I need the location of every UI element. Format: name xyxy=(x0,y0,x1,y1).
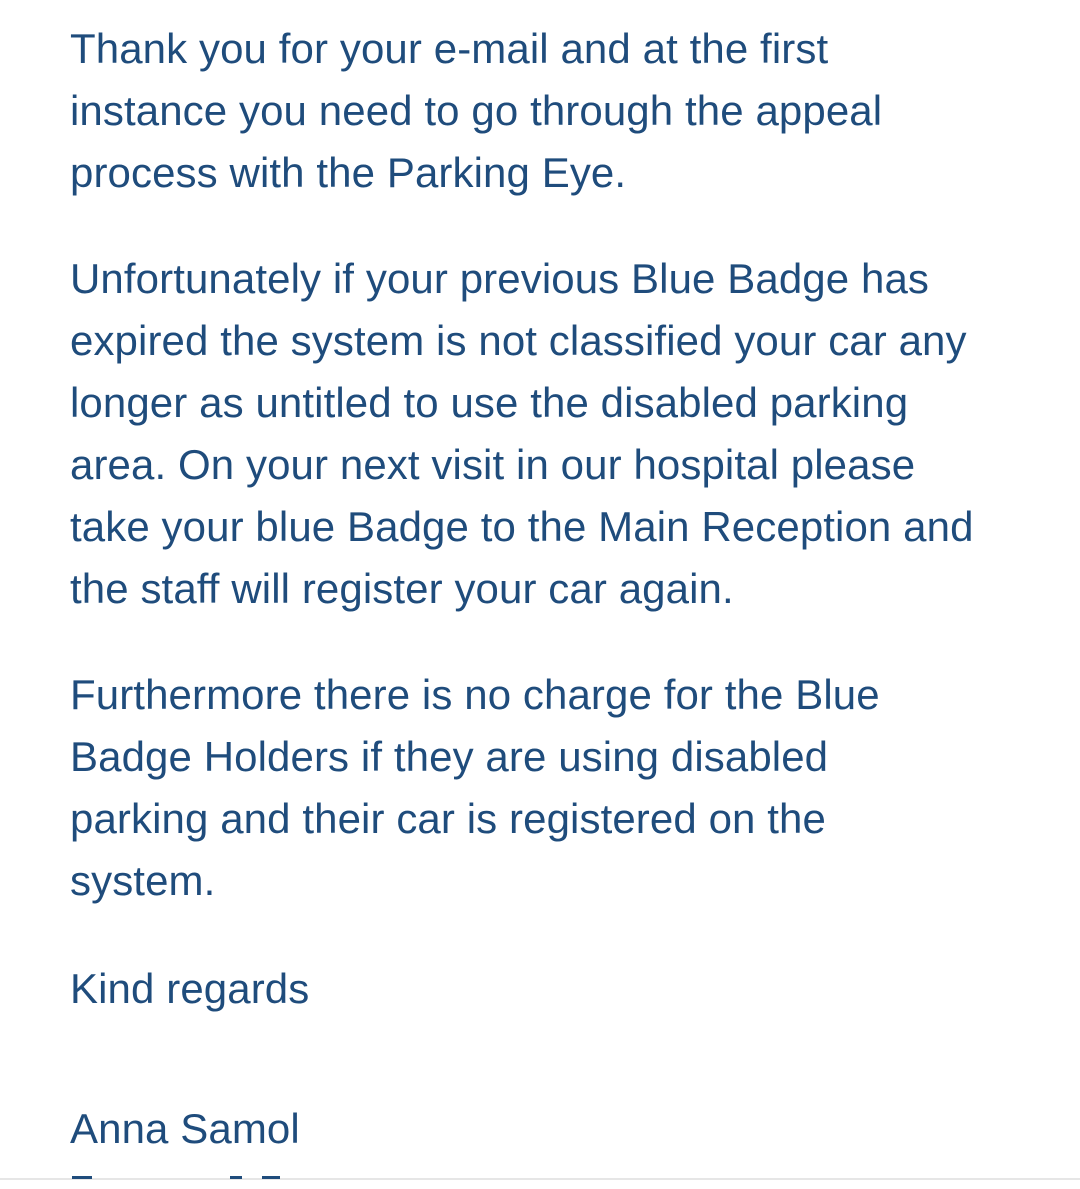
clipped-text-fragment xyxy=(72,1176,92,1179)
email-paragraph: Furthermore there is no charge for the Blue Badge Holders if they are using disabled parking and their car is registered on the system. xyxy=(70,671,880,904)
clipped-text-fragment xyxy=(262,1176,280,1179)
screenshot-bottom-divider xyxy=(0,1178,1080,1180)
clipped-text-fragment xyxy=(230,1176,242,1179)
email-paragraph: Unfortunately if your previous Blue Badge has expired the system is not classified your car any longer as untitled to use the disabled parking area. On your next visit in our hospital please take your blue Badge to the Main Reception and the staff will register your car again. xyxy=(70,255,974,612)
email-body xyxy=(70,18,1060,1160)
signature-name: Anna Samol xyxy=(70,1105,300,1152)
email-closing: Kind regards xyxy=(70,965,310,1012)
email-paragraph: Thank you for your e-mail and at the first instance you need to go through the appeal process with the Parking Eye. xyxy=(70,25,883,196)
